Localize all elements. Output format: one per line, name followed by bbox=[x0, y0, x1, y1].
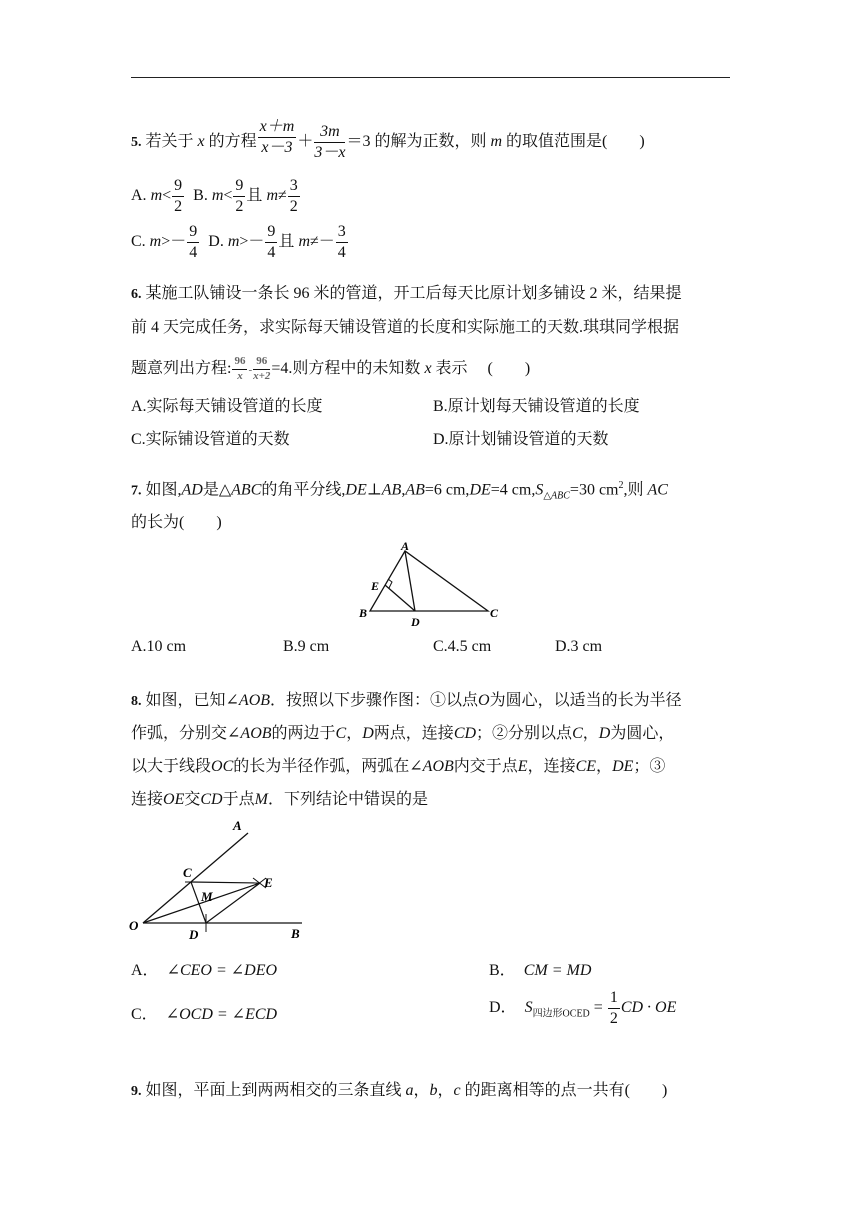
question-6-option-c: C.实际铺设管道的天数 bbox=[131, 431, 290, 448]
label-A: A bbox=[233, 818, 242, 833]
question-8-line4: 连接OE交CD于点M．下列结论中错误的是 bbox=[131, 791, 428, 808]
question-7-figure bbox=[350, 538, 510, 630]
fraction: $\frac{9}{4}$ bbox=[189, 223, 198, 261]
question-8-option-a: A． ∠CEO = ∠DEO bbox=[131, 962, 278, 979]
question-5-options-cd: C. m>－ $\frac{9}{4}$ D. m>－ $\frac{9}{4}$ 且 m≠－ $\frac{3}{4}$ bbox=[131, 223, 346, 261]
question-8-option-d: D． $S_{四边形OCED}$ = $\frac{1}{2}$ CD · OE bbox=[489, 989, 677, 1027]
fraction: $\frac{3}{2}$ bbox=[289, 177, 298, 215]
fraction: $\frac{1}{2}$ bbox=[609, 989, 618, 1027]
label-M: M bbox=[201, 889, 213, 904]
question-8-line2: 作弧，分别交∠AOB的两边于C，D两点，连接CD；②分别以点C，D为圆心， bbox=[131, 725, 675, 742]
fraction: $\frac{96}{x+2}$ bbox=[253, 355, 271, 382]
question-6-line1: 6. 某施工队铺设一条长 96 米的管道，开工后每天比原计划多铺设 2 米，结果提 bbox=[131, 285, 682, 302]
label-E: E bbox=[371, 579, 380, 593]
label-D: D bbox=[411, 615, 420, 629]
question-6-option-b: B.原计划每天铺设管道的长度 bbox=[433, 398, 640, 415]
question-6-option-d: D.原计划铺设管道的天数 bbox=[433, 431, 609, 448]
fraction: $\frac{9}{2}$ bbox=[235, 177, 244, 215]
question-7-option-c: C.4.5 cm bbox=[433, 638, 492, 655]
question-6-option-a: A.实际每天铺设管道的长度 bbox=[131, 398, 323, 415]
label-C: C bbox=[183, 865, 192, 880]
label-B: B bbox=[291, 926, 300, 941]
question-5-stem: 5. 若关于 x 的方程 $\frac{x+m}{x-3}$ ＋ $\frac{3m}{3-x}$ ＝3 的解为正数，则 m 的取值范围是( ) bbox=[131, 118, 645, 161]
question-8-option-c: C． ∠OCD = ∠ECD bbox=[131, 1006, 278, 1023]
question-8-figure bbox=[125, 816, 315, 946]
question-8-line3: 以大于线段OC的长为半径作弧，两弧在∠AOB内交于点E，连接CE，DE；③ bbox=[131, 758, 666, 775]
label-D: D bbox=[189, 927, 199, 942]
fraction: $\frac{9}{2}$ bbox=[174, 177, 183, 215]
fraction: $\frac{3}{4}$ bbox=[337, 223, 346, 261]
label-A: A bbox=[401, 539, 410, 553]
fraction: $\frac{x+m}{x-3}$ bbox=[259, 118, 295, 156]
question-7-line1: 7. 如图,AD是△ABC的角平分线,DE⊥AB,AB=6 cm,DE=4 $cm,S_{\triangle ABC}=30$ $cm^2$,则 AC bbox=[131, 480, 668, 502]
header-rule bbox=[131, 77, 730, 78]
question-7-option-a: A.10 cm bbox=[131, 638, 187, 655]
fraction: $\frac{9}{4}$ bbox=[267, 223, 276, 261]
question-6-line3: 题意列出方程: $\frac{96}{x}$ - $\frac{96}{x+2}$ =4.则方程中的未知数 x 表示 ( ) bbox=[131, 355, 531, 382]
question-9-stem: 9. 如图，平面上到两两相交的三条直线 a，b，c 的距离相等的点一共有( ) bbox=[131, 1082, 668, 1099]
question-5-options-ab: A. m< $\frac{9}{2}$ B. m< $\frac{9}{2}$ 且 m≠ $\frac{3}{2}$ bbox=[131, 177, 298, 215]
label-E: E bbox=[264, 875, 273, 890]
fraction: $\frac{96}{x}$ bbox=[234, 355, 246, 382]
fraction: $\frac{3m}{3-x}$ bbox=[314, 123, 346, 161]
label-B: B bbox=[359, 606, 368, 620]
question-7-line2: 的长为( ) bbox=[131, 514, 222, 531]
question-8-line1: 8. 如图，已知∠AOB．按照以下步骤作图：①以点O为圆心，以适当的长为半径 bbox=[131, 692, 682, 709]
question-8-option-b: B． CM = MD bbox=[489, 962, 592, 979]
question-7-option-b: B.9 cm bbox=[283, 638, 330, 655]
question-7-option-d: D.3 cm bbox=[555, 638, 603, 655]
question-6-line2: 前 4 天完成任务，求实际每天铺设管道的长度和实际施工的天数.琪琪同学根据 bbox=[131, 319, 680, 336]
label-O: O bbox=[129, 918, 139, 933]
label-C: C bbox=[490, 606, 499, 620]
